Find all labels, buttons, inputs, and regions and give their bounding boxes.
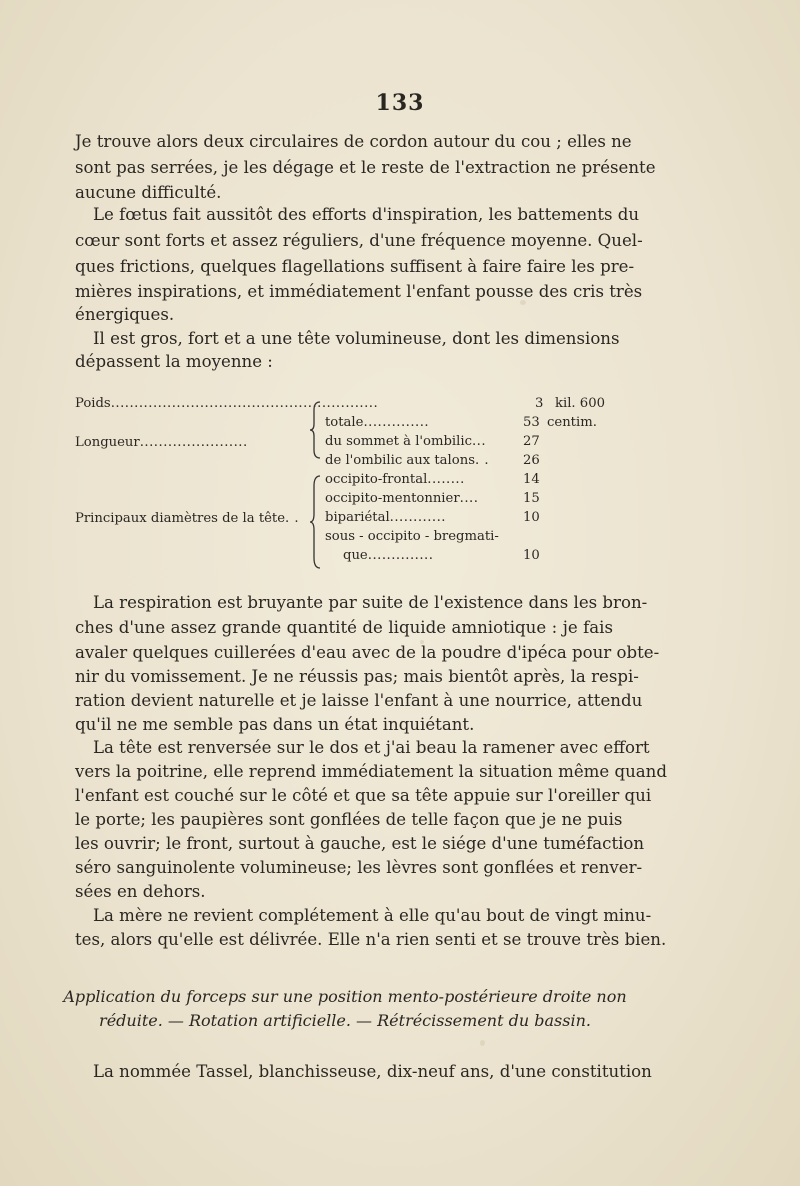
para7-line: La nommée Tassel, blanchisseuse, dix-neuf ans, d'une constitution <box>93 1062 652 1081</box>
para2-line: mières inspirations, et immédiatement l'enfant pousse des cris très <box>75 282 643 301</box>
diametre-value: 15 <box>523 491 540 506</box>
poids-row: Poids......................................................... <box>75 396 379 411</box>
diametre-value: 10 <box>523 510 540 525</box>
poids-label: Poids <box>75 396 111 411</box>
diametres-label: Principaux diamètres de la tête <box>75 511 286 526</box>
para3-line: dépassent la moyenne : <box>75 352 273 371</box>
section-caption-line: réduite. — Rotation artificielle. — Rétrécissement du bassin. <box>99 1011 591 1030</box>
longueur-label: Longueur <box>75 435 140 450</box>
longueur-value: 27 <box>523 434 540 449</box>
para6-line: La mère ne revient complétement à elle qu'au bout de vingt minu- <box>93 906 652 925</box>
longueur-item: du sommet à l'ombilic... <box>325 434 487 449</box>
para5-line: le porte; les paupières sont gonflées de telle façon que je ne puis <box>75 810 623 829</box>
longueur-item: de l'ombilic aux talons. . <box>325 453 490 468</box>
para4-line: avaler quelques cuillerées d'eau avec de la poudre d'ipéca pour obte- <box>75 643 660 662</box>
longueur-unit: centim. <box>547 415 597 430</box>
para2-line: énergiques. <box>75 305 175 324</box>
para1-line: Je trouve alors deux circulaires de cordon autour du cou ; elles ne <box>75 132 632 151</box>
poids-value: 3 <box>535 396 544 411</box>
para6-line: tes, alors qu'elle est délivrée. Elle n'a rien senti et se trouve très bien. <box>75 930 667 949</box>
longueur-label-row: Longueur....................... <box>75 435 248 450</box>
para3-line: Il est gros, fort et a une tête volumineuse, dont les dimensions <box>93 329 620 348</box>
para2-line: ques frictions, quelques flagellations suffisent à faire faire les pre- <box>75 257 635 276</box>
para4-line: ches d'une assez grande quantité de liquide amniotique : je fais <box>75 618 613 637</box>
para5-line: La tête est renversée sur le dos et j'ai beau la ramener avec effort <box>93 738 650 757</box>
diametre-item: bipariétal............ <box>325 510 446 525</box>
longueur-brace <box>310 400 322 460</box>
diametre-value: 14 <box>523 472 540 487</box>
para4-line: nir du vomissement. Je ne réussis pas; mais bientôt après, la respi- <box>75 667 639 686</box>
diametre-item: occipito-mentonnier.... <box>325 491 479 506</box>
para2-line: Le fœtus fait aussitôt des efforts d'inspiration, les battements du <box>93 205 640 224</box>
para5-line: séro sanguinolente volumineuse; les lèvres sont gonflées et renver- <box>75 858 643 877</box>
section-caption-line: Application du forceps sur une position mento-postérieure droite non <box>63 987 627 1006</box>
para5-line: les ouvrir; le front, surtout à gauche, est le siége d'une tuméfaction <box>75 834 645 853</box>
para5-line: sées en dehors. <box>75 882 206 901</box>
diametre-value: 10 <box>523 548 540 563</box>
para2-line: cœur sont forts et assez réguliers, d'une fréquence moyenne. Quel- <box>75 231 643 250</box>
diametre-item: sous - occipito - bregmati- <box>325 529 499 544</box>
page-number: 133 <box>375 90 425 116</box>
para5-line: vers la poitrine, elle reprend immédiatement la situation même quand <box>75 762 667 781</box>
para5-line: l'enfant est couché sur le côté et que sa tête appuie sur l'oreiller qui <box>75 786 652 805</box>
para1-line: sont pas serrées, je les dégage et le reste de l'extraction ne présente <box>75 158 656 177</box>
para4-line: La respiration est bruyante par suite de l'existence dans les bron- <box>93 593 648 612</box>
diametre-item: que.............. <box>343 548 434 563</box>
diametres-label-row: Principaux diamètres de la tête. . <box>75 511 300 526</box>
diametres-brace <box>310 474 322 570</box>
poids-unit: kil. 600 <box>555 396 605 411</box>
longueur-item: totale.............. <box>325 415 430 430</box>
para4-line: ration devient naturelle et je laisse l'enfant à une nourrice, attendu <box>75 691 643 710</box>
para1-line: aucune difficulté. <box>75 183 222 202</box>
longueur-value: 53 <box>523 415 540 430</box>
longueur-value: 26 <box>523 453 540 468</box>
diametre-item: occipito-frontal........ <box>325 472 465 487</box>
para4-line: qu'il ne me semble pas dans un état inquiétant. <box>75 715 475 734</box>
